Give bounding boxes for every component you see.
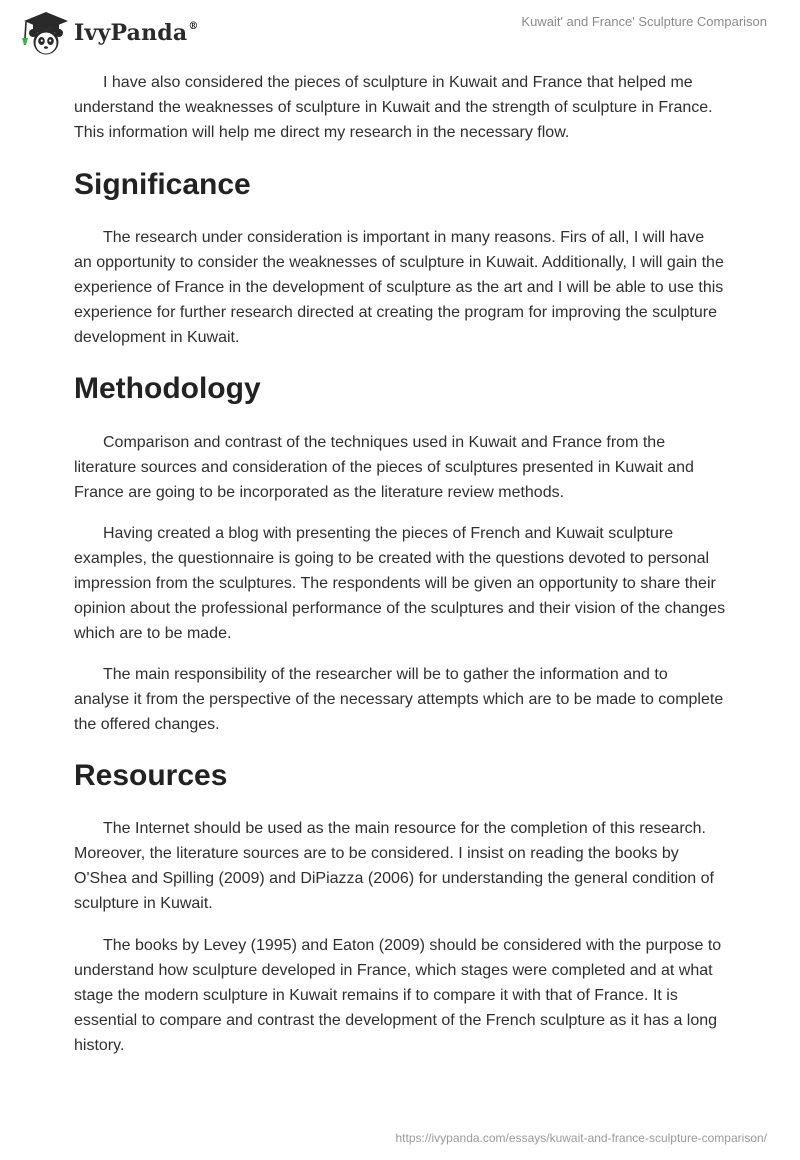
methodology-paragraph: The main responsibility of the researcher will be to gather the information and to analyse it from the perspective of the necessary attempts which are to be made to complete the offered changes. <box>74 666 724 733</box>
brand-name: IvyPanda® <box>74 20 199 46</box>
section-heading-resources: Resources <box>74 759 228 792</box>
intro-paragraph: I have also considered the pieces of sculpture in Kuwait and France that helped me understand the weaknesses of sculpture in Kuwait and the strength of sculpture in France. This information will help me direct my research in the necessary flow. <box>74 74 713 141</box>
resources-paragraph: The Internet should be used as the main resource for the completion of this research. Moreover, the literature sources are to be considered. I insist on reading the books by O'Shea and Spilling (2009) and DiPiazza (2006) for understanding the general condition of sculpture in Kuwait. <box>74 820 714 912</box>
section-heading-significance: Significance <box>74 168 251 201</box>
methodology-paragraph: Comparison and contrast of the techniques used in Kuwait and France from the literature sources and consideration of the pieces of sculptures presented in Kuwait and France are going to be incorporated as the literature review methods. <box>74 434 694 501</box>
resources-paragraph: The books by Levey (1995) and Eaton (2009) should be considered with the purpose to understand how sculpture developed in France, which stages were completed and at what stage the modern sculpture in Kuwait remains if to compare it with that of France. It is essential to compare and contrast the development of the French sculpture as it has a long history. <box>74 937 722 1054</box>
essay-body <box>74 70 726 1058</box>
source-url-link[interactable]: https://ivypanda.com/essays/kuwait-and-france-sculpture-comparison/ <box>395 1131 767 1145</box>
page-header <box>0 0 800 66</box>
ivypanda-logo[interactable] <box>14 8 199 56</box>
graduation-cap-panda-icon <box>14 8 70 56</box>
methodology-paragraph: Having created a blog with presenting the pieces of French and Kuwait sculpture examples, the questionnaire is going to be created with the questions devoted to personal impression from the sculptures. The respondents will be given an opportunity to share their opinion about the professional performance of the sculptures and their vision of the changes which are to be made. <box>74 525 726 642</box>
section-heading-methodology: Methodology <box>74 372 261 405</box>
significance-paragraph: The research under consideration is important in many reasons. Firs of all, I will have an opportunity to consider the weaknesses of sculpture in Kuwait. Additionally, I will gain the experience of France in the development of sculpture as the art and I will be able to use this experience for further research directed at creating the program for improving the sculpture development in Kuwait. <box>74 229 724 346</box>
document-title: Kuwait' and France' Sculpture Comparison <box>521 14 767 29</box>
